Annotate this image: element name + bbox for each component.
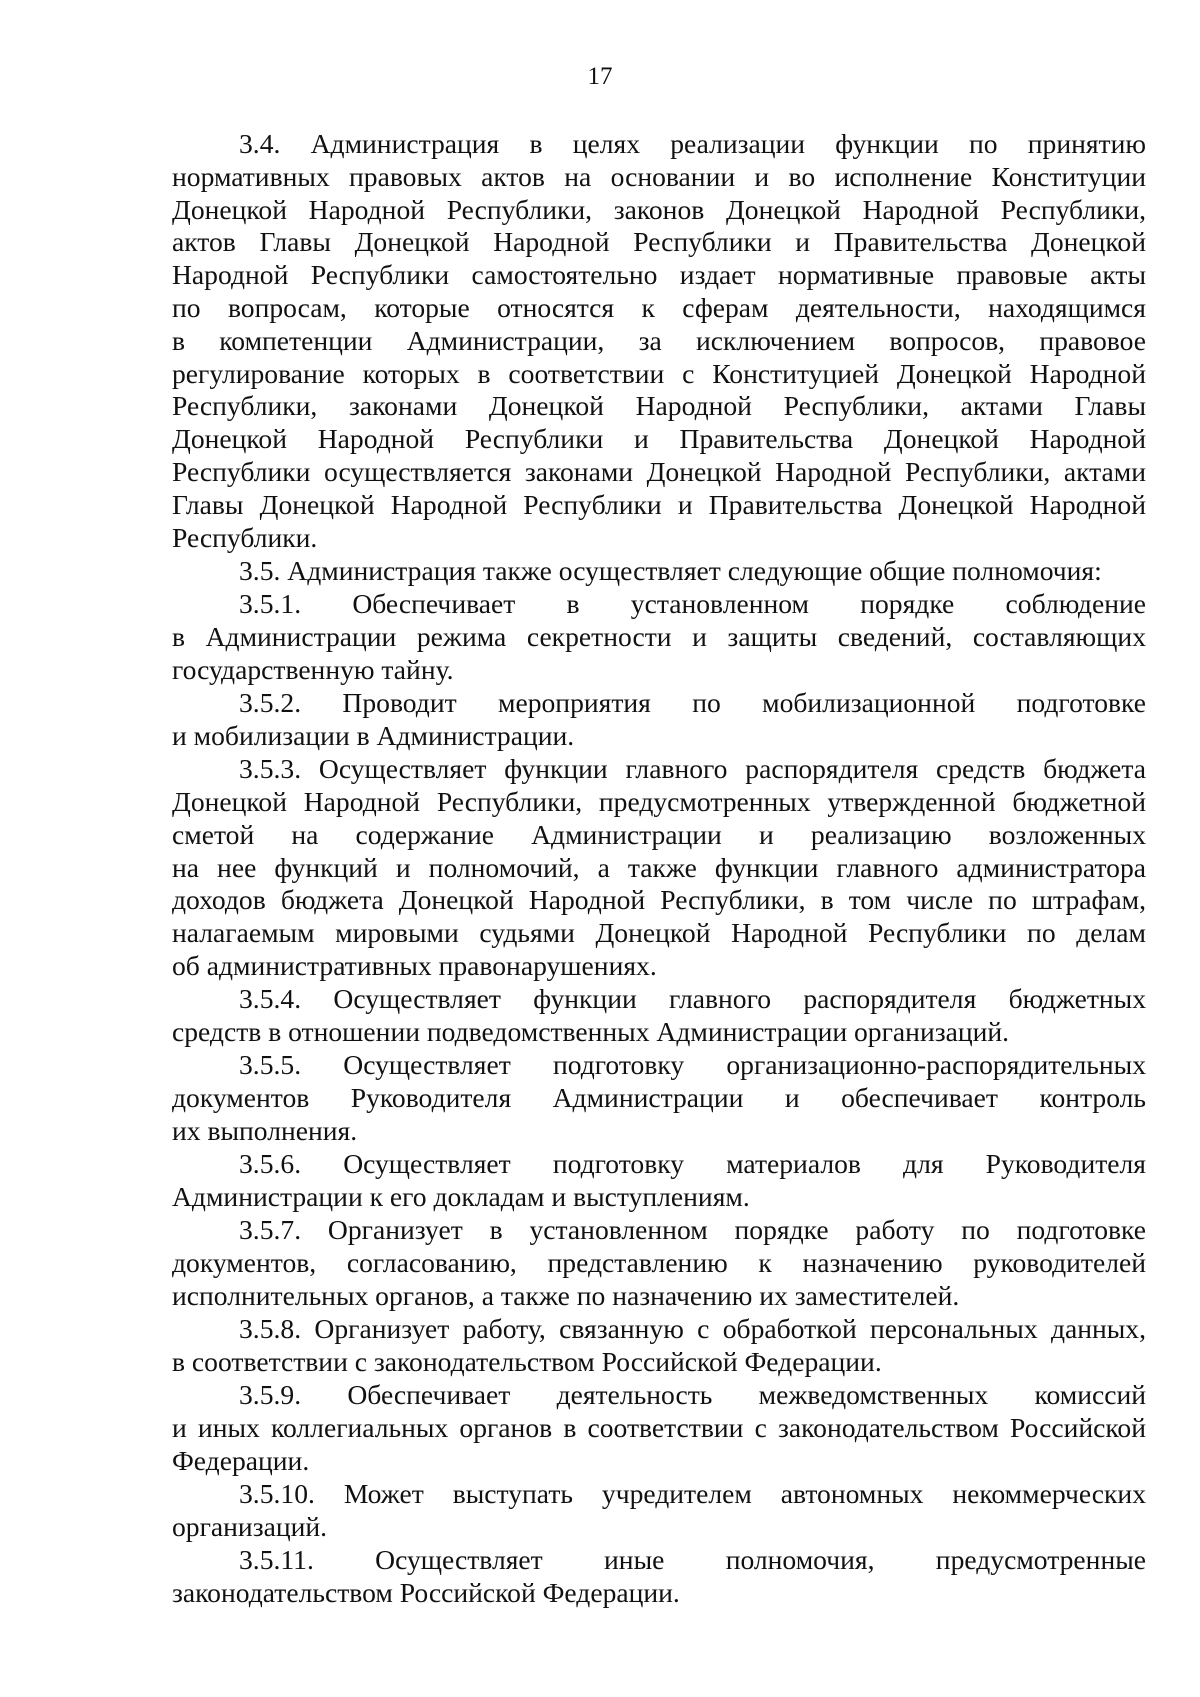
paragraph-p3-5-1 bbox=[172, 588, 1146, 686]
text-line: Республики осуществляется законами Донецкой Народной Республики, актами bbox=[172, 455, 1146, 487]
paragraph-p3-5-3 bbox=[172, 753, 1146, 983]
text-line: документов Руководителя Администрации и обеспечивает контроль bbox=[172, 1082, 1146, 1114]
paragraph-p3-5-2 bbox=[172, 687, 1146, 753]
text-line: в компетенции Администрации, за исключением вопросов, правовое bbox=[172, 324, 1146, 356]
paragraph-p3-5-8 bbox=[172, 1313, 1146, 1379]
text-line: 3.5.5. Осуществляет подготовку организационно-распорядительных bbox=[239, 1049, 1146, 1081]
text-line: Республики. bbox=[172, 521, 318, 553]
text-line: доходов бюджета Донецкой Народной Республики, в том числе по штрафам, bbox=[172, 884, 1146, 916]
text-line: Главы Донецкой Народной Республики и Правительства Донецкой Народной bbox=[172, 488, 1146, 520]
text-line: Федерации. bbox=[172, 1444, 310, 1476]
document-body bbox=[172, 128, 1146, 1610]
text-line: 3.4. Администрация в целях реализации функции по принятию bbox=[239, 128, 1146, 159]
text-line: организаций. bbox=[172, 1510, 328, 1542]
text-line: Народной Республики самостоятельно издает нормативные правовые акты bbox=[172, 259, 1146, 291]
text-line: Республики, законами Донецкой Народной Республики, актами Главы bbox=[172, 390, 1146, 422]
text-line: Администрации к его докладам и выступлениям. bbox=[172, 1181, 750, 1212]
text-line: налагаемым мировыми судьями Донецкой Народной Республики по делам bbox=[172, 917, 1146, 949]
text-line: регулирование которых в соответствии с Конституцией Донецкой Народной bbox=[172, 357, 1146, 389]
text-line: Донецкой Народной Республики, законов Донецкой Народной Республики, bbox=[172, 193, 1146, 225]
paragraph-p3-5-11 bbox=[172, 1544, 1146, 1610]
text-line: 3.5.2. Проводит мероприятия по мобилизационной подготовке bbox=[239, 687, 1146, 719]
text-line: 3.5.9. Обеспечивает деятельность межведомственных комиссий bbox=[239, 1379, 1146, 1411]
paragraph-p3-5-5 bbox=[172, 1049, 1146, 1147]
text-line: 3.5.4. Осуществляет функции главного распорядителя бюджетных bbox=[239, 983, 1146, 1015]
text-line: 3.5.7. Организует в установленном порядке работу по подготовке bbox=[239, 1214, 1146, 1246]
text-line: в Администрации режима секретности и защиты сведений, составляющих bbox=[172, 620, 1146, 652]
paragraph-p3-5-10 bbox=[172, 1478, 1146, 1544]
text-line: документов, согласованию, представлению к назначению руководителей bbox=[172, 1247, 1146, 1279]
text-line: их выполнения. bbox=[172, 1114, 358, 1146]
text-line: Донецкой Народной Республики, предусмотренных утвержденной бюджетной bbox=[172, 785, 1146, 817]
paragraph-p3-5-4 bbox=[172, 983, 1146, 1049]
text-line: государственную тайну. bbox=[172, 653, 454, 685]
text-line: Донецкой Народной Республики и Правительства Донецкой Народной bbox=[172, 423, 1146, 455]
text-line: 3.5.6. Осуществляет подготовку материалов для Руководителя bbox=[239, 1148, 1146, 1180]
paragraph-p3-5 bbox=[172, 555, 1146, 588]
text-line: в соответствии с законодательством Российской Федерации. bbox=[172, 1345, 882, 1377]
text-line: 3.5.10. Может выступать учредителем автономных некоммерческих bbox=[239, 1478, 1146, 1510]
text-line: законодательством Российской Федерации. bbox=[172, 1577, 680, 1609]
text-line: нормативных правовых актов на основании и во исполнение Конституции bbox=[172, 160, 1146, 192]
text-line: по вопросам, которые относятся к сферам деятельности, находящимся bbox=[172, 291, 1146, 323]
text-line: на нее функций и полномочий, а также функции главного администратора bbox=[172, 851, 1146, 883]
text-line: исполнительных органов, а также по назначению их заместителей. bbox=[172, 1279, 960, 1311]
text-line: об административных правонарушениях. bbox=[172, 949, 657, 981]
text-line: актов Главы Донецкой Народной Республики и Правительства Донецкой bbox=[172, 226, 1146, 258]
paragraph-p3-5-6 bbox=[172, 1148, 1146, 1214]
text-line: 3.5.3. Осуществляет функции главного распорядителя средств бюджета bbox=[239, 753, 1146, 785]
paragraph-p3-5-7 bbox=[172, 1214, 1146, 1312]
text-line: и иных коллегиальных органов в соответствии с законодательством Российской bbox=[172, 1412, 1146, 1444]
paragraph-p3-4 bbox=[172, 128, 1146, 554]
text-line: сметой на содержание Администрации и реализацию возложенных bbox=[172, 818, 1146, 850]
paragraph-p3-5-9 bbox=[172, 1379, 1146, 1477]
text-line: 3.5.8. Организует работу, связанную с обработкой персональных данных, bbox=[239, 1313, 1146, 1345]
text-line: 3.5. Администрация также осуществляет следующие общие полномочия: bbox=[239, 554, 1102, 586]
text-line: и мобилизации в Администрации. bbox=[172, 719, 575, 751]
text-line: 3.5.1. Обеспечивает в установленном порядке соблюдение bbox=[239, 588, 1146, 620]
text-line: средств в отношении подведомственных Администрации организаций. bbox=[172, 1016, 1010, 1048]
page-number: 17 bbox=[587, 63, 613, 90]
text-line: 3.5.11. Осуществляет иные полномочия, предусмотренные bbox=[239, 1544, 1146, 1576]
